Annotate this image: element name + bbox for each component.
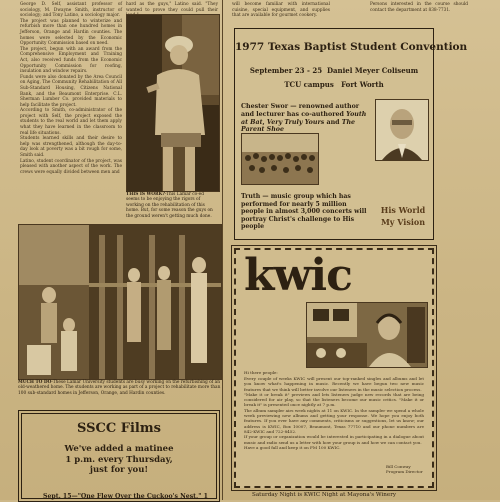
- sscc-bottom-line: Sept. 15—"One Flew Over the Cuckoo's Nest," 1: [43, 493, 208, 500]
- convention-campus: TCU campus: [284, 80, 334, 89]
- kwic-signature: Bill Conway: [386, 464, 411, 469]
- kwic-dj-photo: [306, 302, 428, 368]
- kwic-greeting: Hi there people:: [244, 370, 278, 375]
- caption-text: -These Lamar University students are busy working on the refurbishing of an old-weathered home. The students are working as part of a project to rehabilitate more than 100 sub-standard homes in Jefferson, Orange, and Hardin counties.: [18, 380, 221, 396]
- kwic-signature-title: Program Director: [386, 469, 423, 474]
- column-rule: [222, 0, 223, 500]
- article-left-column: George D. Self, assistant professor of sociology, M. Dwayne Smith, instructor of sociology; and Tony Latino, a sociology major. The project was planned to winterize and refurbish more than one hundred homes in Jefferson, Orange and Hardin counties. The homes were selected by the Economic Opportunity Commission based on need. The project, begun with an award from the Comprehensive Employment and Training Act, also received funds from the Economic Opportunity Commission for roofing, insulation and window repairs. Funds were also donated by the Area Council on Aging, The Community Rehabilitation of All Sub-Standard Housing, Citizens National Bank, and the Beaumont Enterprise. C.L. Sherman Lumber Co. provided materials to help facilitate the project. According to Smith, co-administrator of the project with Self, the project exposed the students to the real world and let them apply what they have learned in the classroom to real life situations. Students learned skills and their desire to help was strengthened, although the day-to-day look at poverty was a bit rough for some, Smith said. Latino, student coordinator of the project, was pleased with another aspect of the work. The crews were equally divided between men and: [20, 2, 122, 175]
- photo-caption-work: [126, 192, 218, 219]
- photo-coed-working: [126, 14, 220, 192]
- baptist-convention-ad: [234, 28, 468, 240]
- article-contact-snippet: Persons interested in the course should contact the department at 838-7731.: [370, 2, 468, 13]
- sscc-line-1: We've added a matinee: [64, 444, 174, 454]
- book-title-1: Youth at Bat: [241, 110, 367, 126]
- speaker-description: [241, 103, 373, 134]
- caption-text: -This Lamar co-ed seems to be enjoying the rigors of working on the rehabilitation of this home. But, for some reason the guys on the ground weren't getting much done.: [126, 192, 213, 219]
- kwic-letter-body: Every couple of weeks KWIC will present our top-ranked singles and albums and let you know what's happening in music. Recently we have begun two new music features that we think will better involve our listeners in the music selection process. "Make it or break it" previews and lets listeners judge new records that are being considered for air play, so that the listeners become our music critics. "Make it or break it" is presented once nightly at 7 p.m. The album sampler airs week nights at 11 on KWIC. In the sampler we spend a whole week previewing new albums and getting your response. We hope you enjoy both features. If you ever have any comments, criticisms or suggestions, let us know; our address is KWIC, Box 10007, Beaumont, Texas 77710 and our phone numbers are 842-KWIC and 722-8452. If your group or organization would be interested in participating in a dialogue about music and radio send us a letter with how your group is and how we can contact you. Have a good fall and keep it on FM 100 KWIC.: [244, 376, 424, 450]
- speaker-portrait: [375, 99, 429, 161]
- tagline-line-2: My Vision: [380, 217, 426, 227]
- tagline-line-1: His World: [380, 205, 426, 215]
- article-cuisine-snippet: will become familiar with international cuisine, special equipment, and supplies that are available for gourmet cookery.: [232, 2, 330, 19]
- book-title-2: Very Truly Yours: [266, 118, 325, 126]
- convention-location: [235, 81, 433, 89]
- sscc-line-3: just for you!: [89, 465, 149, 475]
- caption-lead: THIS IS WORK?: [126, 192, 165, 197]
- audience-photo: [241, 133, 319, 185]
- convention-dates: September 23 - 25: [249, 66, 323, 75]
- photo-caption-students: [18, 380, 222, 396]
- book-and: and: [324, 118, 342, 126]
- article-quote-snippet: hard as the guys," Latino said. "They wanted to prove they could pull their: [126, 2, 218, 13]
- sscc-line-2: 1 p.m. every Thursday,: [65, 454, 173, 465]
- kwic-logo: kwic: [244, 250, 352, 301]
- sscc-films-ad: [18, 410, 220, 502]
- kwic-bottom-line: Saturday Night is KWIC Night at Mayona's Winery: [252, 492, 397, 498]
- convention-title: 1977 Texas Baptist Student Convention: [235, 41, 468, 53]
- photo-students-house: [18, 224, 222, 380]
- convention-city: Fort Worth: [341, 80, 384, 89]
- convention-dates-venue: [235, 67, 433, 75]
- caption-lead: MUCH TO DO: [18, 380, 52, 385]
- book-separator: ,: [262, 118, 267, 126]
- speaker-intro: Chester Swor — renowned author and lecturer has co-authored: [241, 103, 360, 118]
- convention-venue: Daniel Meyer Coliseum: [326, 66, 419, 75]
- music-group-description: Truth — music group which has performed for nearly 5 million people in almost 3,000 concerts will portray Christ's challenge to His people: [241, 193, 367, 231]
- book-title-3: The Parent Shoe: [241, 118, 356, 134]
- sscc-title: SSCC Films: [77, 421, 161, 436]
- kwic-radio-ad: [234, 248, 434, 488]
